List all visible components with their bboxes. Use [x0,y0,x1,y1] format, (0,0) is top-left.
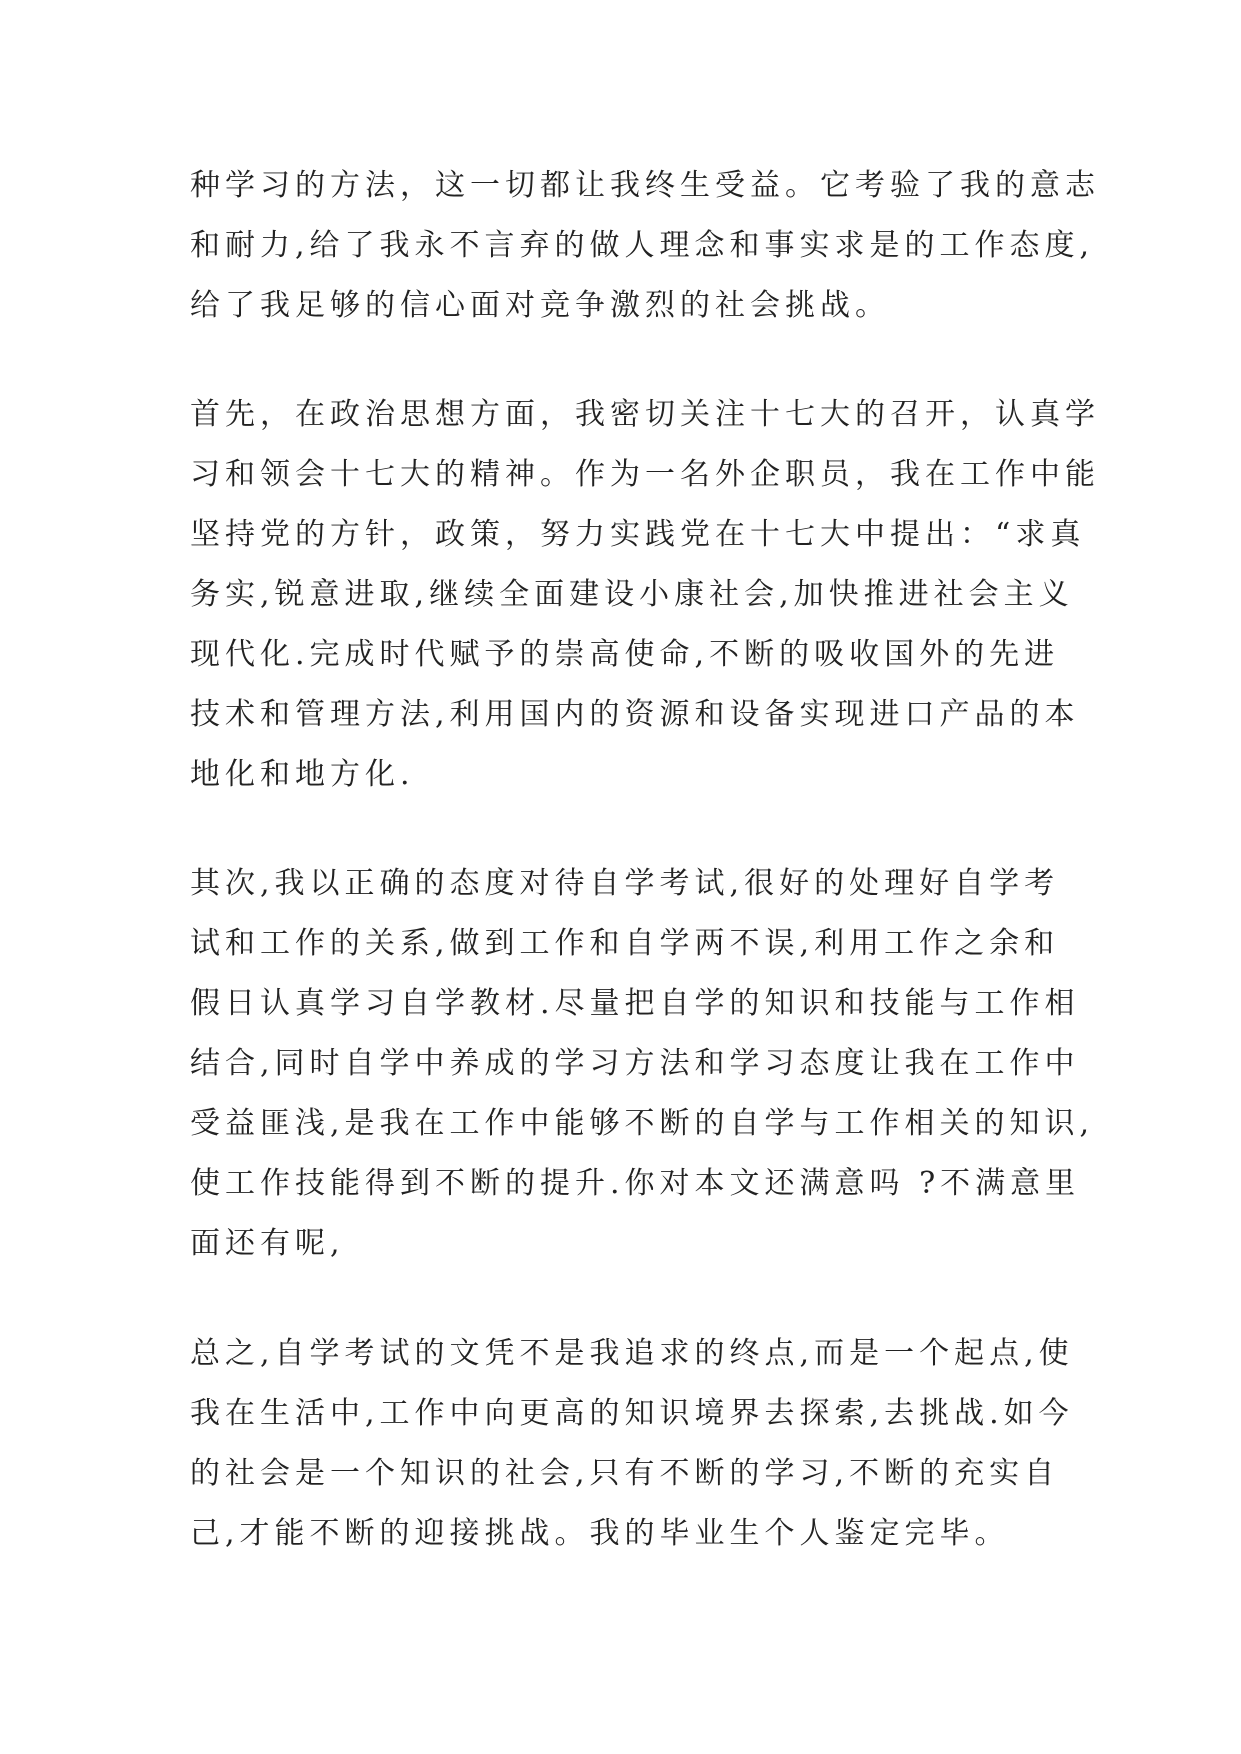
paragraph-4-line-3: 的社会是一个知识的社会,只有不断的学习,不断的充实自 [190,1456,1060,1491]
paragraph-3-line-7: 面还有呢, [190,1226,345,1261]
paragraph-3-line-6: 使工作技能得到不断的提升.你对本文还满意吗 ?不满意里 [190,1166,1081,1201]
paragraph-2-line-2: 习和领会十七大的精神。作为一名外企职员，我在工作中能 [190,457,1100,492]
paragraph-4-line-4: 己,才能不断的迎接挑战。我的毕业生个人鉴定完毕。 [190,1516,1010,1551]
paragraph-4-line-1: 总之,自学考试的文凭不是我追求的终点,而是一个起点,使 [190,1336,1074,1371]
paragraph-2-line-7: 地化和地方化. [190,757,415,792]
paragraph-2-line-5: 现代化.完成时代赋予的崇高使命,不断的吸收国外的先进 [190,637,1060,672]
paragraph-3-line-1: 其次,我以正确的态度对待自学考试,很好的处理好自学考 [190,866,1060,901]
paragraph-3-line-4: 结合,同时自学中养成的学习方法和学习态度让我在工作中 [190,1046,1080,1081]
paragraph-3-line-5: 受益匪浅,是我在工作中能够不断的自学与工作相关的知识, [190,1106,1095,1141]
paragraph-4-line-2: 我在生活中,工作中向更高的知识境界去探索,去挑战.如今 [190,1396,1074,1431]
paragraph-3-line-3: 假日认真学习自学教材.尽量把自学的知识和技能与工作相 [190,986,1080,1021]
paragraph-1-line-3: 给了我足够的信心面对竞争激烈的社会挑战。 [190,288,890,323]
paragraph-2-line-1: 首先，在政治思想方面，我密切关注十七大的召开，认真学 [190,397,1100,432]
paragraph-3-line-2: 试和工作的关系,做到工作和自学两不误,利用工作之余和 [190,926,1060,961]
paragraph-2-line-4: 务实,锐意进取,继续全面建设小康社会,加快推进社会主义 [190,577,1074,612]
paragraph-2-line-6: 技术和管理方法,利用国内的资源和设备实现进口产品的本 [190,697,1080,732]
paragraph-1-line-1: 种学习的方法，这一切都让我终生受益。它考验了我的意志 [190,168,1100,203]
paragraph-1-line-2: 和耐力,给了我永不言弃的做人理念和事实求是的工作态度, [190,228,1095,263]
paragraph-2-line-3: 坚持党的方针，政策，努力实践党在十七大中提出：“求真 [190,517,1086,552]
